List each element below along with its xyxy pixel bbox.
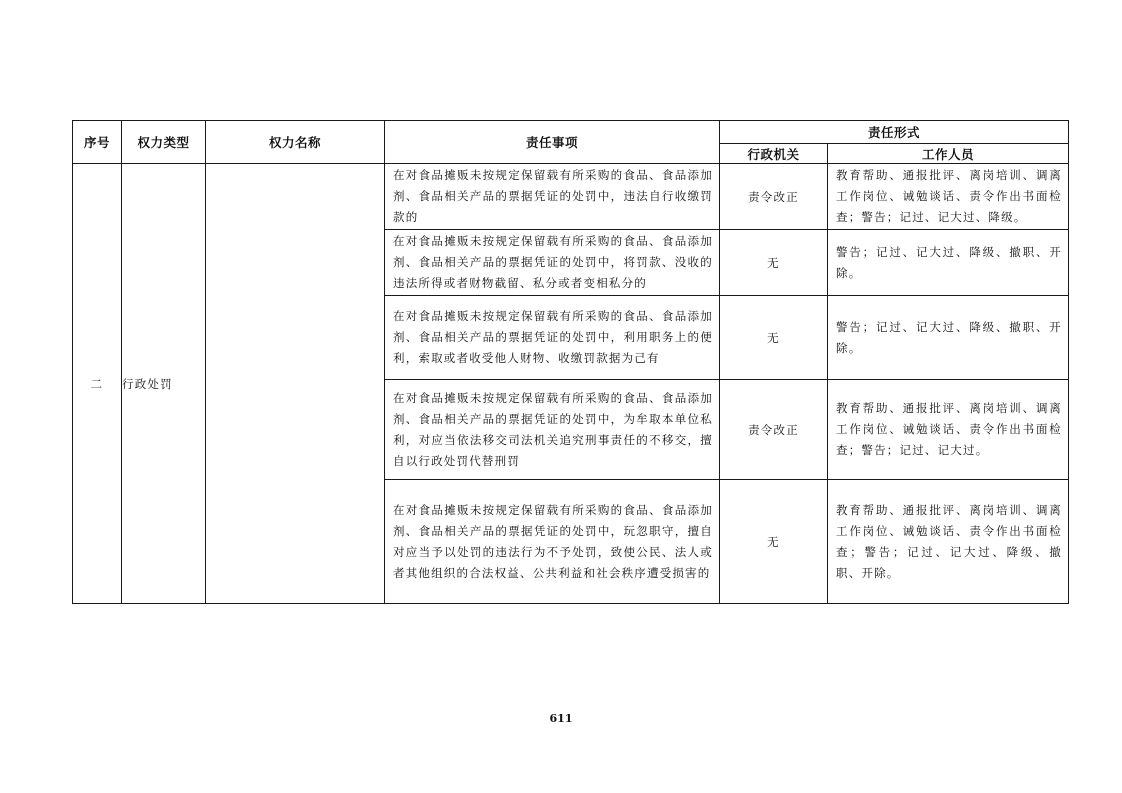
table-row <box>73 164 1069 230</box>
header-duty-item: 责任事项 <box>385 121 720 164</box>
duty-item-cell <box>385 164 720 230</box>
staff-cell <box>828 164 1069 230</box>
duty-item-cell <box>385 480 720 604</box>
duty-item-text: 在对食品摊贩未按规定保留载有所采购的食品、食品添加剂、食品相关产品的票据凭证的处罚中，将罚款、没收的违法所得或者财物截留、私分或者变相私分的 <box>393 234 713 290</box>
header-row-1 <box>73 121 1069 144</box>
staff-cell <box>828 380 1069 480</box>
staff-cell <box>828 480 1069 604</box>
staff-cell <box>828 230 1069 296</box>
power-name-cell <box>206 164 385 604</box>
staff-text: 警告；记过、记大过、降级、撤职、开除。 <box>836 244 1063 280</box>
admin-org-cell: 无 <box>720 296 828 380</box>
duty-item-text: 在对食品摊贩未按规定保留载有所采购的食品、食品添加剂、食品相关产品的票据凭证的处罚中，玩忽职守，擅自对应当予以处罚的违法行为不予处罚，致使公民、法人或者其他组织的合法权益、公共利益和社会秩序遭受损害的 <box>393 502 713 580</box>
duty-item-text: 在对食品摊贩未按规定保留载有所采购的食品、食品添加剂、食品相关产品的票据凭证的处罚中，违法自行收缴罚款的 <box>393 168 713 224</box>
header-duty-form: 责任形式 <box>720 121 1069 144</box>
admin-org-cell: 责令改正 <box>720 164 828 230</box>
duty-item-text: 在对食品摊贩未按规定保留载有所采购的食品、食品添加剂、食品相关产品的票据凭证的处罚中，利用职务上的便利，索取或者收受他人财物、收缴罚款据为己有 <box>393 309 713 365</box>
header-power-type: 权力类型 <box>122 121 206 164</box>
duty-item-text: 在对食品摊贩未按规定保留载有所采购的食品、食品添加剂、食品相关产品的票据凭证的处罚中，为牟取本单位私利，对应当依法移交司法机关追究刑事责任的不移交，擅自以行政处罚代替刑罚 <box>393 390 713 468</box>
header-seq: 序号 <box>73 121 122 164</box>
header-staff: 工作人员 <box>828 144 1069 164</box>
duty-item-cell <box>385 380 720 480</box>
duty-item-cell <box>385 296 720 380</box>
staff-cell <box>828 296 1069 380</box>
staff-text: 警告；记过、记大过、降级、撤职、开除。 <box>836 319 1063 355</box>
duty-item-cell <box>385 230 720 296</box>
header-power-name: 权力名称 <box>206 121 385 164</box>
admin-org-cell: 无 <box>720 230 828 296</box>
responsibility-table <box>72 120 1069 604</box>
admin-org-cell: 无 <box>720 480 828 604</box>
staff-text: 教育帮助、通报批评、离岗培训、调离工作岗位、诫勉谈话、责令作出书面检查；警告；记过、记大过、降级、撤职、开除。 <box>836 502 1063 580</box>
power-type-cell: 行政处罚 <box>122 164 206 604</box>
seq-cell: 二 <box>73 164 122 604</box>
staff-text: 教育帮助、通报批评、离岗培训、调离工作岗位、诫勉谈话、责令作出书面检查；警告；记过、记大过。 <box>836 401 1063 457</box>
admin-org-cell: 责令改正 <box>720 380 828 480</box>
page-number: 611 <box>549 712 573 725</box>
header-admin-org: 行政机关 <box>720 144 828 164</box>
staff-text: 教育帮助、通报批评、离岗培训、调离工作岗位、诫勉谈话、责令作出书面检查；警告；记过、记大过、降级。 <box>836 168 1063 224</box>
